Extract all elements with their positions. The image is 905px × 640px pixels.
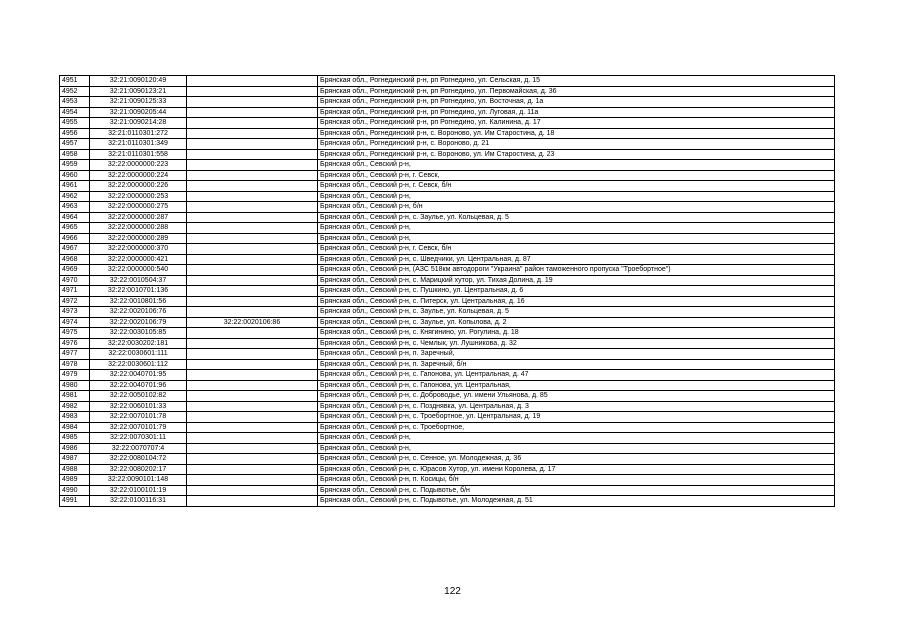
row-number-cell: 4983 [60,412,90,423]
secondary-cadastral-number-cell [187,223,318,234]
row-number-cell: 4973 [60,307,90,318]
address-cell: Брянская обл., Рогнединский р-н, рп Рогнедино, ул. Луговая, д. 11а [318,107,835,118]
cadastral-number-cell: 32:21:0090120:49 [90,76,187,87]
address-cell: Брянская обл., Севский р-н, с. Марицкий хутор, ул. Тихая Долина, д. 19 [318,275,835,286]
address-cell: Брянская обл., Севский р-н, с. Пушкино, ул. Центральная, д. 6 [318,286,835,297]
table-row [60,118,835,129]
row-number-cell: 4966 [60,233,90,244]
row-number-cell: 4959 [60,160,90,171]
row-number-cell: 4978 [60,359,90,370]
table-row [60,485,835,496]
cadastral-number-cell: 32:22:0100116:31 [90,496,187,507]
table-body [60,76,835,507]
row-number-cell: 4969 [60,265,90,276]
secondary-cadastral-number-cell [187,160,318,171]
address-cell: Брянская обл., Севский р-н, [318,191,835,202]
table-row [60,212,835,223]
table-row [60,433,835,444]
secondary-cadastral-number-cell [187,107,318,118]
address-cell: Брянская обл., Севский р-н, с. Подывотье, б/н [318,485,835,496]
secondary-cadastral-number-cell [187,97,318,108]
address-cell: Брянская обл., Рогнединский р-н, рп Рогнедино, ул. Сельская, д. 15 [318,76,835,87]
secondary-cadastral-number-cell [187,328,318,339]
secondary-cadastral-number-cell [187,454,318,465]
table-row [60,464,835,475]
row-number-cell: 4975 [60,328,90,339]
secondary-cadastral-number-cell [187,464,318,475]
cadastral-number-cell: 32:22:0040701:96 [90,380,187,391]
address-cell: Брянская обл., Севский р-н, п. Заречный, б/н [318,359,835,370]
cadastral-number-cell: 32:22:0000000:223 [90,160,187,171]
address-cell: Брянская обл., Севский р-н, с. Шведчики, ул. Центральная, д. 87 [318,254,835,265]
address-cell: Брянская обл., Севский р-н, с. Заулье, ул. Кольцевая, д. 5 [318,212,835,223]
secondary-cadastral-number-cell [187,359,318,370]
table-row [60,275,835,286]
address-cell: Брянская обл., Рогнединский р-н, рп Рогнедино, ул. Калинина, д. 17 [318,118,835,129]
cadastral-number-cell: 32:21:0110301:272 [90,128,187,139]
cadastral-number-cell: 32:22:0070707:4 [90,443,187,454]
row-number-cell: 4970 [60,275,90,286]
row-number-cell: 4977 [60,349,90,360]
secondary-cadastral-number-cell [187,265,318,276]
table-row [60,265,835,276]
table-row [60,286,835,297]
secondary-cadastral-number-cell [187,496,318,507]
secondary-cadastral-number-cell [187,202,318,213]
table-row [60,370,835,381]
address-cell: Брянская обл., Севский р-н, п. Заречный, [318,349,835,360]
address-cell: Брянская обл., Севский р-н, [318,160,835,171]
secondary-cadastral-number-cell [187,307,318,318]
cadastral-number-cell: 32:22:0030202:181 [90,338,187,349]
secondary-cadastral-number-cell [187,244,318,255]
cadastral-number-cell: 32:22:0020106:76 [90,307,187,318]
cadastral-number-cell: 32:21:0110301:349 [90,139,187,150]
secondary-cadastral-number-cell [187,212,318,223]
cadastral-number-cell: 32:22:0030601:112 [90,359,187,370]
cadastral-number-cell: 32:21:0090125:33 [90,97,187,108]
secondary-cadastral-number-cell [187,338,318,349]
table-row [60,107,835,118]
row-number-cell: 4961 [60,181,90,192]
row-number-cell: 4955 [60,118,90,129]
address-cell: Брянская обл., Севский р-н, с. Гапонова, ул. Центральная, д. 47 [318,370,835,381]
cadastral-number-cell: 32:22:0000000:540 [90,265,187,276]
secondary-cadastral-number-cell [187,422,318,433]
table-row [60,475,835,486]
table-row [60,338,835,349]
cadastral-number-cell: 32:22:0000000:226 [90,181,187,192]
cadastral-number-cell: 32:22:0000000:253 [90,191,187,202]
secondary-cadastral-number-cell [187,233,318,244]
row-number-cell: 4963 [60,202,90,213]
secondary-cadastral-number-cell [187,76,318,87]
address-cell: Брянская обл., Севский р-н, [318,223,835,234]
secondary-cadastral-number-cell: 32:22:0020106:86 [187,317,318,328]
cadastral-number-cell: 32:21:0090205:44 [90,107,187,118]
row-number-cell: 4967 [60,244,90,255]
address-cell: Брянская обл., Севский р-н, г. Севск, б/н [318,181,835,192]
table-row [60,443,835,454]
table-row [60,412,835,423]
secondary-cadastral-number-cell [187,370,318,381]
secondary-cadastral-number-cell [187,128,318,139]
address-cell: Брянская обл., Севский р-н, б/н [318,202,835,213]
table-row [60,422,835,433]
table-row [60,296,835,307]
table-row [60,254,835,265]
secondary-cadastral-number-cell [187,149,318,160]
table-row [60,233,835,244]
row-number-cell: 4957 [60,139,90,150]
table-row [60,181,835,192]
secondary-cadastral-number-cell [187,181,318,192]
table-row [60,244,835,255]
row-number-cell: 4952 [60,86,90,97]
row-number-cell: 4982 [60,401,90,412]
table-row [60,380,835,391]
address-cell: Брянская обл., Рогнединский р-н, с. Вороново, ул. Им Старостина, д. 18 [318,128,835,139]
row-number-cell: 4989 [60,475,90,486]
row-number-cell: 4968 [60,254,90,265]
cadastral-number-cell: 32:22:0000000:287 [90,212,187,223]
address-cell: Брянская обл., Севский р-н, с. Позднявка, ул. Центральная, д. 3 [318,401,835,412]
address-cell: Брянская обл., Севский р-н, с. Юрасов Хутор, ул. имени Королева, д. 17 [318,464,835,475]
cadastral-number-cell: 32:22:0030601:111 [90,349,187,360]
row-number-cell: 4985 [60,433,90,444]
cadastral-number-cell: 32:22:0000000:370 [90,244,187,255]
cadastral-number-cell: 32:22:0010701:136 [90,286,187,297]
cadastral-number-cell: 32:22:0010504:37 [90,275,187,286]
secondary-cadastral-number-cell [187,443,318,454]
secondary-cadastral-number-cell [187,433,318,444]
cadastral-number-cell: 32:22:0000000:224 [90,170,187,181]
secondary-cadastral-number-cell [187,286,318,297]
secondary-cadastral-number-cell [187,254,318,265]
table-row [60,76,835,87]
table-row [60,496,835,507]
page-number: 122 [444,586,461,597]
row-number-cell: 4980 [60,380,90,391]
secondary-cadastral-number-cell [187,118,318,129]
row-number-cell: 4991 [60,496,90,507]
address-cell: Брянская обл., Севский р-н, с. Питерск, ул. Центральная, д. 16 [318,296,835,307]
cadastral-number-cell: 32:22:0030105:85 [90,328,187,339]
row-number-cell: 4964 [60,212,90,223]
table-row [60,202,835,213]
row-number-cell: 4971 [60,286,90,297]
row-number-cell: 4965 [60,223,90,234]
secondary-cadastral-number-cell [187,170,318,181]
row-number-cell: 4972 [60,296,90,307]
cadastral-number-cell: 32:22:0080104:72 [90,454,187,465]
table-row [60,191,835,202]
table-row [60,139,835,150]
secondary-cadastral-number-cell [187,349,318,360]
address-cell: Брянская обл., Севский р-н, г. Севск, [318,170,835,181]
cadastral-number-cell: 32:21:0090214:28 [90,118,187,129]
address-cell: Брянская обл., Рогнединский р-н, с. Вороново, д. 21 [318,139,835,150]
row-number-cell: 4958 [60,149,90,160]
secondary-cadastral-number-cell [187,412,318,423]
cadastral-number-cell: 32:21:0090123:21 [90,86,187,97]
cadastral-number-cell: 32:22:0080202:17 [90,464,187,475]
table-row [60,97,835,108]
address-cell: Брянская обл., Севский р-н, с. Заулье, ул. Кольцевая, д. 5 [318,307,835,318]
row-number-cell: 4976 [60,338,90,349]
cadastral-number-cell: 32:22:0000000:288 [90,223,187,234]
secondary-cadastral-number-cell [187,391,318,402]
table-row [60,128,835,139]
row-number-cell: 4974 [60,317,90,328]
address-cell: Брянская обл., Севский р-н, с. Сенное, ул. Молодежная, д. 36 [318,454,835,465]
table-row [60,223,835,234]
address-cell: Брянская обл., Севский р-н, с. Доброводье, ул. имени Ульянова, д. 85 [318,391,835,402]
address-cell: Брянская обл., Севский р-н, [318,443,835,454]
table-row [60,349,835,360]
cadastral-number-cell: 32:21:0110301:558 [90,149,187,160]
row-number-cell: 4984 [60,422,90,433]
row-number-cell: 4951 [60,76,90,87]
table-row [60,328,835,339]
address-cell: Брянская обл., Севский р-н, п. Косицы, б/н [318,475,835,486]
table-row [60,86,835,97]
row-number-cell: 4954 [60,107,90,118]
secondary-cadastral-number-cell [187,485,318,496]
address-cell: Брянская обл., Севский р-н, с. Троебортное, ул. Центральная, д. 19 [318,412,835,423]
row-number-cell: 4953 [60,97,90,108]
table-row [60,170,835,181]
secondary-cadastral-number-cell [187,296,318,307]
address-cell: Брянская обл., Севский р-н, (АЗС 518км автодороги "Украина" район таможенного пропуска "Троебортное") [318,265,835,276]
cadastral-number-cell: 32:22:0090101:148 [90,475,187,486]
cadastral-table [59,75,835,507]
secondary-cadastral-number-cell [187,275,318,286]
address-cell: Брянская обл., Севский р-н, с. Гапонова, ул. Центральная, [318,380,835,391]
cadastral-number-cell: 32:22:0000000:421 [90,254,187,265]
cadastral-number-cell: 32:22:0020106:79 [90,317,187,328]
table-row [60,149,835,160]
secondary-cadastral-number-cell [187,86,318,97]
address-cell: Брянская обл., Севский р-н, с. Троебортное, [318,422,835,433]
address-cell: Брянская обл., Севский р-н, г. Севск, б/н [318,244,835,255]
address-cell: Брянская обл., Рогнединский р-н, рп Рогнедино, ул. Первомайская, д. 36 [318,86,835,97]
table-row [60,160,835,171]
cadastral-number-cell: 32:22:0000000:289 [90,233,187,244]
address-cell: Брянская обл., Рогнединский р-н, рп Рогнедино, ул. Восточная, д. 1а [318,97,835,108]
row-number-cell: 4990 [60,485,90,496]
table-row [60,401,835,412]
cadastral-number-cell: 32:22:0000000:275 [90,202,187,213]
secondary-cadastral-number-cell [187,380,318,391]
cadastral-number-cell: 32:22:0070101:79 [90,422,187,433]
secondary-cadastral-number-cell [187,401,318,412]
row-number-cell: 4960 [60,170,90,181]
address-cell: Брянская обл., Севский р-н, с. Заулье, ул. Копылова, д. 2 [318,317,835,328]
address-cell: Брянская обл., Севский р-н, [318,433,835,444]
cadastral-number-cell: 32:22:0050102:82 [90,391,187,402]
cadastral-number-cell: 32:22:0070101:78 [90,412,187,423]
secondary-cadastral-number-cell [187,475,318,486]
cadastral-number-cell: 32:22:0040701:95 [90,370,187,381]
table-row [60,317,835,328]
address-cell: Брянская обл., Севский р-н, [318,233,835,244]
cadastral-number-cell: 32:22:0060101:33 [90,401,187,412]
row-number-cell: 4988 [60,464,90,475]
address-cell: Брянская обл., Рогнединский р-н, с. Вороново, ул. Им Старостина, д. 23 [318,149,835,160]
address-cell: Брянская обл., Севский р-н, с. Подывотье, ул. Молодежная, д. 51 [318,496,835,507]
table-row [60,359,835,370]
secondary-cadastral-number-cell [187,191,318,202]
row-number-cell: 4987 [60,454,90,465]
row-number-cell: 4981 [60,391,90,402]
address-cell: Брянская обл., Севский р-н, с. Чемлык, ул. Лушникова, д. 32 [318,338,835,349]
address-cell: Брянская обл., Севский р-н, с. Княгинино, ул. Рогулина, д. 18 [318,328,835,339]
table-row [60,454,835,465]
cadastral-number-cell: 32:22:0010801:56 [90,296,187,307]
row-number-cell: 4979 [60,370,90,381]
table-row [60,391,835,402]
cadastral-number-cell: 32:22:0070301:11 [90,433,187,444]
table-row [60,307,835,318]
row-number-cell: 4956 [60,128,90,139]
row-number-cell: 4986 [60,443,90,454]
row-number-cell: 4962 [60,191,90,202]
secondary-cadastral-number-cell [187,139,318,150]
cadastral-number-cell: 32:22:0100101:19 [90,485,187,496]
